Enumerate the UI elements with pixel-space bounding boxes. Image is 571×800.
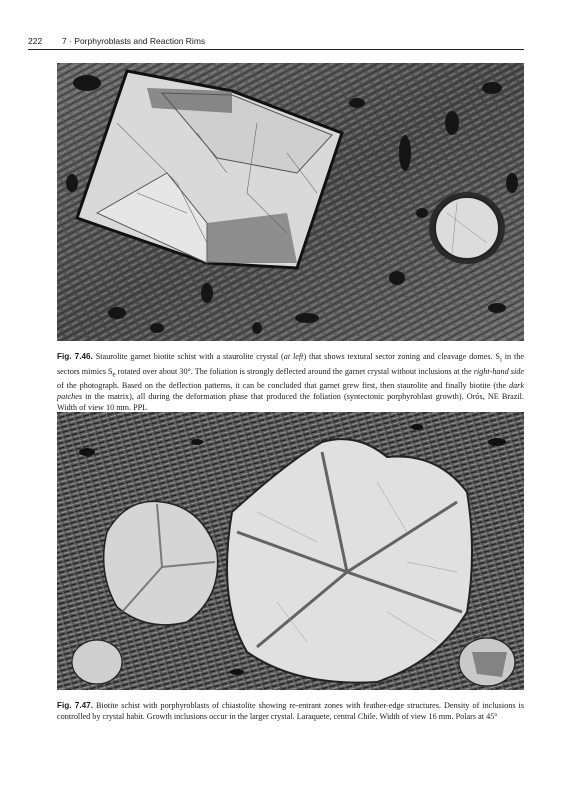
figure-7-47-photomicrograph — [57, 412, 524, 690]
figure-7-46-photomicrograph — [57, 63, 524, 341]
figure-label: Fig. 7.47. — [57, 701, 93, 710]
figure-7-46-caption: Fig. 7.46. Staurolite garnet biotite schist with a staurolite crystal (at left) that shows textural sector zoning and cleavage domes. $S_i$ in the sectors mimics $S_e$ rotated over about 30°. The foliation is strongly deflected around the garnet crystal without inclusions at the right-hand side of the photograph. Based on the deflection patterns, it can be concluded that garnet grew first, then staurolite and finally biotite (the dark patches in the matrix), all during the deformation phase that produced the foliation (syntectonic porphyroblast growth). Orós, NE Brazil. Width of view 10 mm. PPL — [57, 352, 524, 413]
page-header — [28, 36, 524, 52]
figure-label: Fig. 7.46. — [57, 352, 93, 361]
figure-7-47-caption: Fig. 7.47. Biotite schist with porphyroblasts of chiastolite showing re-entrant zones with feather-edge structures. Density of inclusions is controlled by crystal habit. Growth inclusions occur in the larger crystal. Laraquete, central Chile. Width of view 16 mm. Polars at 45° — [57, 701, 524, 721]
header-rule — [28, 49, 524, 50]
page-number: 222 — [28, 36, 43, 46]
running-title: 7 · Porphyroblasts and Reaction Rims — [62, 36, 206, 46]
